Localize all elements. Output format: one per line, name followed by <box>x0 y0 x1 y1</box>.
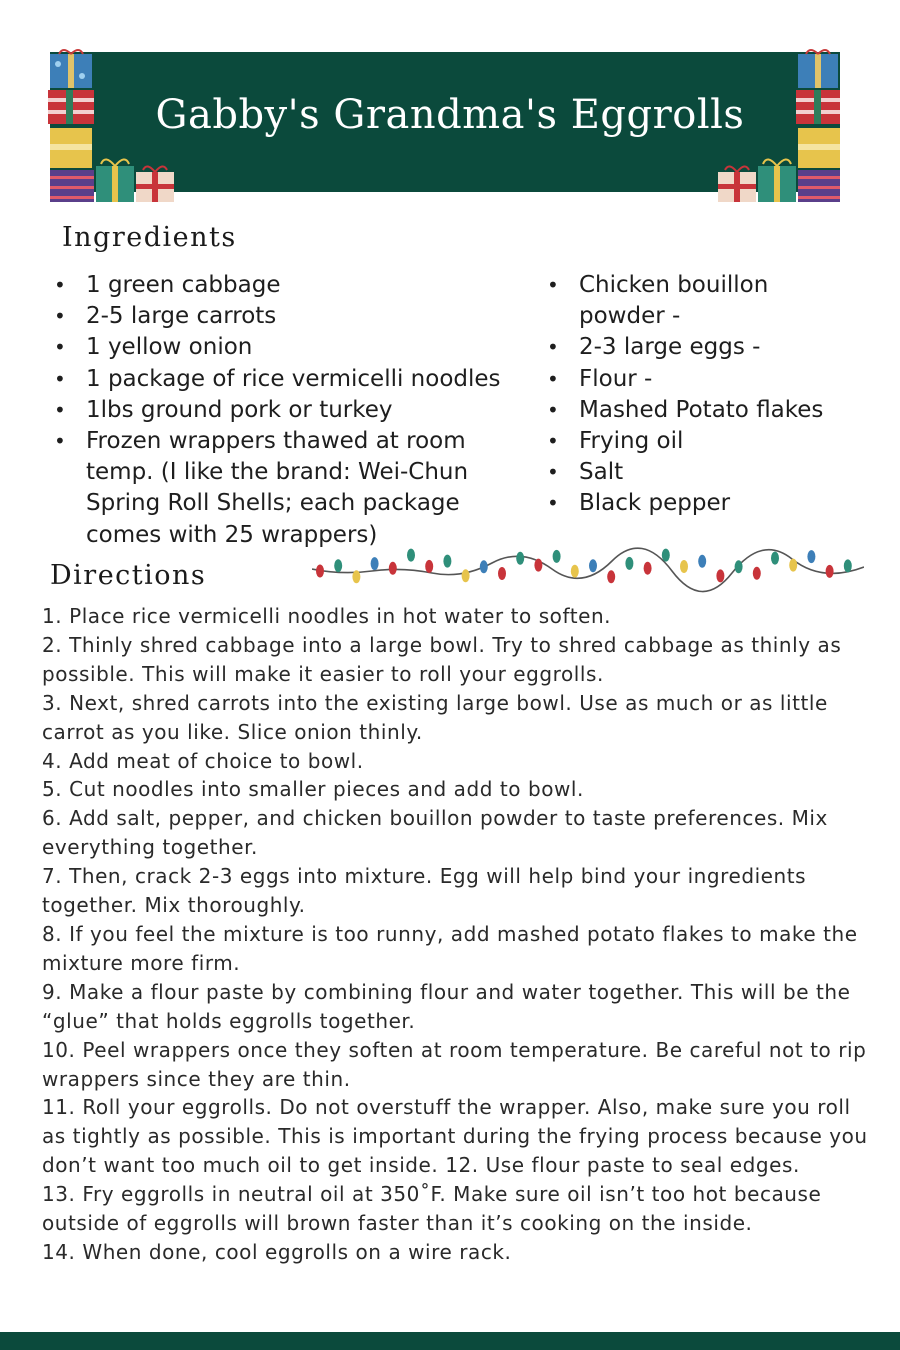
direction-step: 8. If you feel the mixture is too runny, add mashed potato flakes to make the mixture more firm. <box>42 921 858 975</box>
light-bulb-icon <box>352 570 360 583</box>
list-item: • Flour - <box>543 364 843 395</box>
directions-list <box>42 602 872 1267</box>
list-item: • 1 yellow onion <box>50 332 530 363</box>
bullet-icon: • <box>547 460 559 485</box>
bullet-icon: • <box>54 366 66 391</box>
light-bulb-icon <box>807 550 815 563</box>
light-bulb-icon <box>371 557 379 570</box>
footer-bar <box>0 1332 900 1350</box>
light-bulb-icon <box>644 562 652 575</box>
list-item: • Chicken bouillon powder - <box>547 272 769 330</box>
light-bulb-icon <box>680 560 688 573</box>
bullet-icon: • <box>54 335 66 360</box>
light-bulb-icon <box>844 559 852 572</box>
direction-step: 3. Next, shred carrots into the existing large bowl. Use as much or as little carrot as you like. Slice onion thinly. <box>42 690 828 744</box>
direction-step: 7. Then, crack 2-3 eggs into mixture. Egg will help bind your ingredients together. Mix thoroughly. <box>42 864 807 918</box>
light-bulb-icon <box>735 560 743 573</box>
list-item: • 2-5 large carrots <box>50 301 530 332</box>
light-bulb-icon <box>316 565 324 578</box>
bullet-icon: • <box>547 366 559 391</box>
bullet-icon: • <box>547 335 559 360</box>
light-bulb-icon <box>516 552 524 565</box>
light-bulb-icon <box>716 569 724 582</box>
light-bulb-icon <box>607 570 615 583</box>
direction-step: 1. Place rice vermicelli noodles in hot water to soften. <box>42 604 612 628</box>
light-bulb-icon <box>771 552 779 565</box>
christmas-lights-icon <box>312 545 864 593</box>
list-item: • 1 package of rice vermicelli noodles <box>50 364 530 395</box>
list-item: • Frying oil <box>543 426 843 457</box>
direction-step: 9. Make a flour paste by combining flour and water together. This will be the “glue” that holds eggrolls together. <box>42 979 851 1033</box>
light-bulb-icon <box>826 565 834 578</box>
light-bulb-icon <box>334 559 342 572</box>
list-item: • 1lbs ground pork or turkey <box>50 395 530 426</box>
bullet-icon: • <box>54 397 66 422</box>
light-bulb-icon <box>389 562 397 575</box>
light-bulb-icon <box>698 555 706 568</box>
ingredients-list-right <box>543 270 843 520</box>
direction-step: 14. When done, cool eggrolls on a wire rack. <box>42 1239 512 1264</box>
light-bulb-icon <box>553 550 561 563</box>
light-bulb-icon <box>534 559 542 572</box>
direction-step: 2. Thinly shred cabbage into a large bowl. Try to shred cabbage as thinly as possible. This will make it easier to roll your eggrolls. <box>42 632 842 686</box>
ingredients-list-left <box>50 270 530 551</box>
light-bulb-icon <box>589 559 597 572</box>
light-bulb-icon <box>407 549 415 562</box>
list-item: • 1 green cabbage <box>50 270 530 301</box>
light-bulb-icon <box>480 560 488 573</box>
bullet-icon: • <box>54 273 66 297</box>
directions-heading: Directions <box>50 560 207 591</box>
direction-step: 10. Peel wrappers once they soften at room temperature. Be careful not to rip wrappers since they are thin. <box>42 1037 867 1091</box>
bullet-icon: • <box>54 429 66 454</box>
light-bulb-icon <box>425 560 433 573</box>
direction-step: 6. Add salt, pepper, and chicken bouillon powder to taste preferences. Mix everything together. <box>42 806 828 860</box>
light-bulb-icon <box>789 559 797 572</box>
bullet-icon: • <box>547 273 559 297</box>
direction-step: 5. Cut noodles into smaller pieces and add to bowl. <box>42 777 584 802</box>
light-bulb-icon <box>498 567 506 580</box>
list-item: • Frozen wrappers thawed at room temp. (I like the brand: Wei-Chun Spring Roll Shells; each package comes with 25 wrappers) <box>54 428 469 548</box>
direction-step: 13. Fry eggrolls in neutral oil at 350˚F. Make sure oil isn’t too hot because outside of eggrolls will brown faster than it’s cooking on the inside. <box>42 1182 822 1236</box>
direction-step: 4. Add meat of choice to bowl. <box>42 748 364 773</box>
bullet-icon: • <box>54 304 66 329</box>
light-bulb-icon <box>571 565 579 578</box>
light-bulb-icon <box>625 557 633 570</box>
light-bulb-icon <box>662 549 670 562</box>
list-item: • 2-3 large eggs - <box>543 332 843 363</box>
bullet-icon: • <box>547 397 559 422</box>
list-item: • Mashed Potato flakes <box>543 395 843 426</box>
direction-step: 11. Roll your eggrolls. Do not overstuff the wrapper. Also, make sure you roll as tightly as possible. This is important during the frying process because you don’t want too much oil to get inside. 12. Use flour paste to seal edges. <box>42 1095 868 1178</box>
light-bulb-icon <box>462 569 470 582</box>
light-bulb-icon <box>443 555 451 568</box>
list-item: • Black pepper <box>543 488 843 519</box>
bullet-icon: • <box>547 491 559 516</box>
bullet-icon: • <box>547 429 559 454</box>
light-bulb-icon <box>753 567 761 580</box>
recipe-title: Gabby's Grandma's Eggrolls <box>155 92 745 138</box>
ingredients-heading: Ingredients <box>62 222 237 253</box>
list-item: • Salt <box>543 457 843 488</box>
